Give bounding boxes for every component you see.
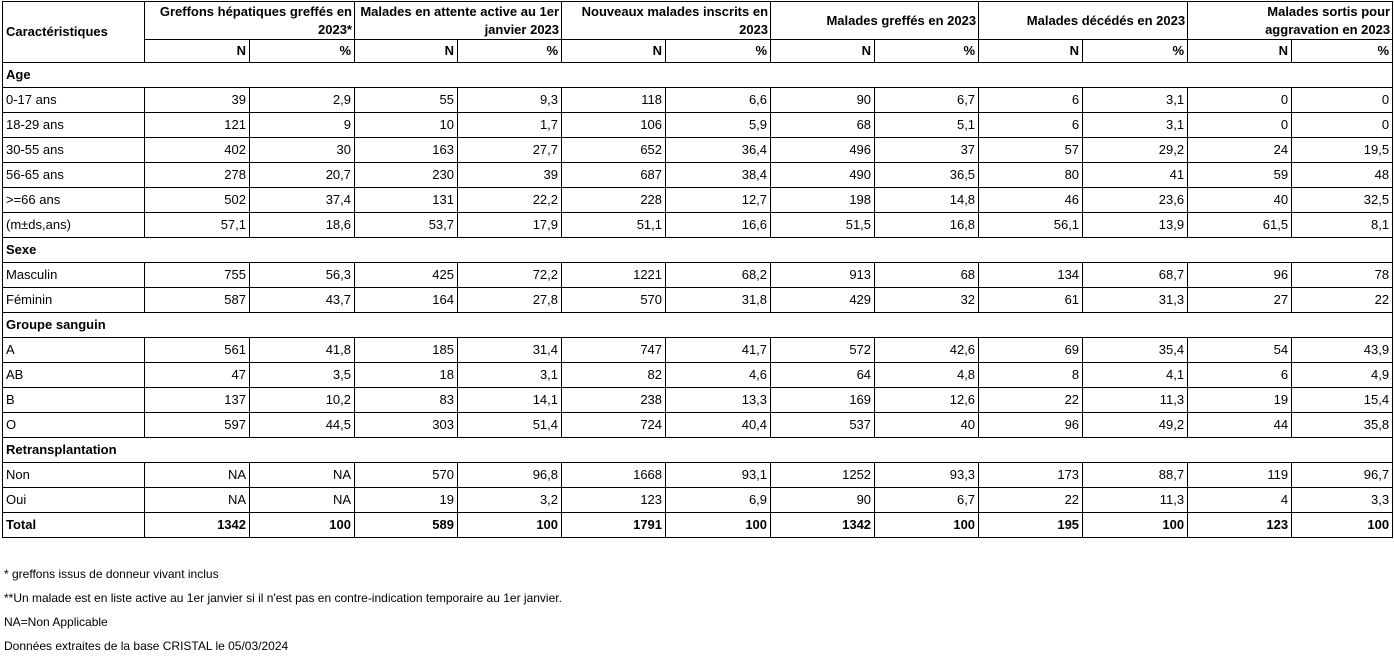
count-cell: 47 [145, 363, 250, 388]
count-cell: 0 [1188, 88, 1292, 113]
count-cell: 228 [562, 188, 666, 213]
count-cell: 134 [979, 263, 1083, 288]
table-row [3, 413, 1393, 438]
count-cell: 597 [145, 413, 250, 438]
count-cell: 570 [355, 463, 458, 488]
count-cell: 19 [355, 488, 458, 513]
count-cell: 83 [355, 388, 458, 413]
row-label: AB [3, 363, 145, 388]
subheader-row [3, 40, 1393, 63]
table-row [3, 363, 1393, 388]
n-header: N [771, 40, 875, 63]
n-header: N [1188, 40, 1292, 63]
count-cell: 121 [145, 113, 250, 138]
row-label: 0-17 ans [3, 88, 145, 113]
percent-cell: 35,8 [1292, 413, 1393, 438]
percent-cell: 9,3 [458, 88, 562, 113]
count-cell: 425 [355, 263, 458, 288]
count-cell: 96 [979, 413, 1083, 438]
row-label: O [3, 413, 145, 438]
percent-cell: 16,6 [666, 213, 771, 238]
count-cell: 587 [145, 288, 250, 313]
total-percent-cell: 100 [1083, 513, 1188, 538]
row-label: Féminin [3, 288, 145, 313]
table-row [3, 188, 1393, 213]
percent-cell: 14,8 [875, 188, 979, 213]
count-cell: 119 [1188, 463, 1292, 488]
percent-cell: 6,7 [875, 488, 979, 513]
data-sheet [2, 1, 1393, 538]
percent-cell: 4,8 [875, 363, 979, 388]
percent-cell: 20,7 [250, 163, 355, 188]
count-cell: 185 [355, 338, 458, 363]
count-cell: 278 [145, 163, 250, 188]
group-header: Malades greffés en 2023 [771, 2, 979, 40]
percent-cell: 35,4 [1083, 338, 1188, 363]
row-label: 30-55 ans [3, 138, 145, 163]
count-cell: 24 [1188, 138, 1292, 163]
percent-cell: 96,7 [1292, 463, 1393, 488]
characteristics-header: Caractéristiques [3, 2, 145, 63]
total-count-cell: 123 [1188, 513, 1292, 538]
count-cell: 8 [979, 363, 1083, 388]
count-cell: 27 [1188, 288, 1292, 313]
count-cell: 64 [771, 363, 875, 388]
percent-cell: 38,4 [666, 163, 771, 188]
header-row [3, 2, 1393, 40]
count-cell: 19 [1188, 388, 1292, 413]
percent-cell: 5,1 [875, 113, 979, 138]
count-cell: 561 [145, 338, 250, 363]
table-row [3, 263, 1393, 288]
count-cell: 61 [979, 288, 1083, 313]
row-label: B [3, 388, 145, 413]
percent-cell: 78 [1292, 263, 1393, 288]
count-cell: 57,1 [145, 213, 250, 238]
count-cell: 61,5 [1188, 213, 1292, 238]
percent-header: % [250, 40, 355, 63]
percent-cell: 32 [875, 288, 979, 313]
table-row [3, 388, 1393, 413]
count-cell: 40 [1188, 188, 1292, 213]
characteristics-table [2, 1, 1393, 538]
count-cell: 163 [355, 138, 458, 163]
percent-cell: 2,9 [250, 88, 355, 113]
row-label: Masculin [3, 263, 145, 288]
percent-cell: 36,4 [666, 138, 771, 163]
percent-cell: 23,6 [1083, 188, 1188, 213]
footnote: NA=Non Applicable [4, 615, 108, 629]
count-cell: 57 [979, 138, 1083, 163]
percent-cell: 93,1 [666, 463, 771, 488]
count-cell: 429 [771, 288, 875, 313]
percent-cell: 3,1 [1083, 88, 1188, 113]
count-cell: 56,1 [979, 213, 1083, 238]
total-count-cell: 589 [355, 513, 458, 538]
count-cell: 1252 [771, 463, 875, 488]
percent-cell: 17,9 [458, 213, 562, 238]
n-header: N [979, 40, 1083, 63]
total-label: Total [3, 513, 145, 538]
count-cell: NA [145, 463, 250, 488]
total-count-cell: 1791 [562, 513, 666, 538]
count-cell: 69 [979, 338, 1083, 363]
percent-cell: 68 [875, 263, 979, 288]
count-cell: 51,1 [562, 213, 666, 238]
count-cell: 6 [1188, 363, 1292, 388]
percent-cell: 15,4 [1292, 388, 1393, 413]
percent-cell: 36,5 [875, 163, 979, 188]
percent-cell: 5,9 [666, 113, 771, 138]
count-cell: 402 [145, 138, 250, 163]
percent-header: % [1083, 40, 1188, 63]
percent-header: % [458, 40, 562, 63]
count-cell: 51,5 [771, 213, 875, 238]
count-cell: 106 [562, 113, 666, 138]
count-cell: 238 [562, 388, 666, 413]
percent-cell: 10,2 [250, 388, 355, 413]
percent-cell: 11,3 [1083, 488, 1188, 513]
count-cell: 496 [771, 138, 875, 163]
n-header: N [145, 40, 250, 63]
count-cell: 502 [145, 188, 250, 213]
footnote: **Un malade est en liste active au 1er janvier si il n'est pas en contre-indication temporaire au 1er janvier. [4, 591, 562, 605]
percent-header: % [666, 40, 771, 63]
percent-cell: 13,3 [666, 388, 771, 413]
percent-cell: 88,7 [1083, 463, 1188, 488]
section-title: Groupe sanguin [3, 313, 1393, 338]
count-cell: 6 [979, 113, 1083, 138]
section-title: Age [3, 63, 1393, 88]
percent-cell: 31,4 [458, 338, 562, 363]
percent-cell: 3,3 [1292, 488, 1393, 513]
group-header: Malades décédés en 2023 [979, 2, 1188, 40]
count-cell: 18 [355, 363, 458, 388]
total-percent-cell: 100 [875, 513, 979, 538]
count-cell: 6 [979, 88, 1083, 113]
percent-cell: 14,1 [458, 388, 562, 413]
percent-cell: 68,7 [1083, 263, 1188, 288]
count-cell: NA [145, 488, 250, 513]
percent-cell: 12,7 [666, 188, 771, 213]
percent-cell: 4,9 [1292, 363, 1393, 388]
count-cell: 0 [1188, 113, 1292, 138]
percent-cell: 1,7 [458, 113, 562, 138]
table-row [3, 113, 1393, 138]
count-cell: 572 [771, 338, 875, 363]
count-cell: 198 [771, 188, 875, 213]
count-cell: 22 [979, 488, 1083, 513]
percent-cell: 4,6 [666, 363, 771, 388]
section-title: Sexe [3, 238, 1393, 263]
percent-cell: 9 [250, 113, 355, 138]
percent-cell: 12,6 [875, 388, 979, 413]
count-cell: 44 [1188, 413, 1292, 438]
percent-cell: 4,1 [1083, 363, 1188, 388]
percent-cell: 40 [875, 413, 979, 438]
total-count-cell: 195 [979, 513, 1083, 538]
count-cell: 230 [355, 163, 458, 188]
count-cell: 913 [771, 263, 875, 288]
count-cell: 59 [1188, 163, 1292, 188]
total-percent-cell: 100 [458, 513, 562, 538]
count-cell: 169 [771, 388, 875, 413]
count-cell: 82 [562, 363, 666, 388]
group-header: Malades en attente active au 1er janvier 2023 [355, 2, 562, 40]
group-header: Malades sortis pour aggravation en 2023 [1188, 2, 1393, 40]
count-cell: 303 [355, 413, 458, 438]
percent-cell: 32,5 [1292, 188, 1393, 213]
percent-cell: 3,1 [458, 363, 562, 388]
n-header: N [355, 40, 458, 63]
percent-cell: 31,3 [1083, 288, 1188, 313]
percent-cell: 13,9 [1083, 213, 1188, 238]
section-row [3, 313, 1393, 338]
percent-cell: 0 [1292, 113, 1393, 138]
count-cell: 687 [562, 163, 666, 188]
count-cell: 54 [1188, 338, 1292, 363]
percent-cell: 43,7 [250, 288, 355, 313]
total-count-cell: 1342 [771, 513, 875, 538]
percent-cell: 41,8 [250, 338, 355, 363]
percent-cell: 41 [1083, 163, 1188, 188]
count-cell: 10 [355, 113, 458, 138]
percent-cell: 30 [250, 138, 355, 163]
percent-cell: 43,9 [1292, 338, 1393, 363]
group-header: Greffons hépatiques greffés en 2023* [145, 2, 355, 40]
section-row [3, 238, 1393, 263]
count-cell: 570 [562, 288, 666, 313]
count-cell: 490 [771, 163, 875, 188]
count-cell: 4 [1188, 488, 1292, 513]
group-header: Nouveaux malades inscrits en 2023 [562, 2, 771, 40]
count-cell: 96 [1188, 263, 1292, 288]
count-cell: 173 [979, 463, 1083, 488]
total-percent-cell: 100 [250, 513, 355, 538]
count-cell: 90 [771, 488, 875, 513]
section-row [3, 438, 1393, 463]
table-row [3, 138, 1393, 163]
percent-cell: 72,2 [458, 263, 562, 288]
count-cell: 747 [562, 338, 666, 363]
percent-cell: 6,6 [666, 88, 771, 113]
footnote: Données extraites de la base CRISTAL le 05/03/2024 [4, 639, 289, 653]
percent-cell: 96,8 [458, 463, 562, 488]
percent-cell: 18,6 [250, 213, 355, 238]
row-label: Oui [3, 488, 145, 513]
count-cell: 90 [771, 88, 875, 113]
percent-cell: 22 [1292, 288, 1393, 313]
percent-cell: 68,2 [666, 263, 771, 288]
percent-cell: 56,3 [250, 263, 355, 288]
percent-cell: 29,2 [1083, 138, 1188, 163]
percent-cell: 40,4 [666, 413, 771, 438]
table-row [3, 213, 1393, 238]
table-row [3, 488, 1393, 513]
count-cell: 137 [145, 388, 250, 413]
percent-cell: 49,2 [1083, 413, 1188, 438]
section-title: Retransplantation [3, 438, 1393, 463]
percent-cell: 51,4 [458, 413, 562, 438]
percent-cell: 93,3 [875, 463, 979, 488]
count-cell: 80 [979, 163, 1083, 188]
percent-cell: 6,7 [875, 88, 979, 113]
percent-cell: 37,4 [250, 188, 355, 213]
table-row [3, 463, 1393, 488]
percent-cell: 8,1 [1292, 213, 1393, 238]
count-cell: 118 [562, 88, 666, 113]
row-label: A [3, 338, 145, 363]
row-label: (m±ds,ans) [3, 213, 145, 238]
count-cell: 724 [562, 413, 666, 438]
count-cell: 537 [771, 413, 875, 438]
percent-cell: 37 [875, 138, 979, 163]
percent-cell: 42,6 [875, 338, 979, 363]
percent-header: % [875, 40, 979, 63]
count-cell: 755 [145, 263, 250, 288]
percent-cell: 0 [1292, 88, 1393, 113]
percent-cell: 27,8 [458, 288, 562, 313]
table-row [3, 163, 1393, 188]
percent-cell: NA [250, 488, 355, 513]
percent-cell: 44,5 [250, 413, 355, 438]
total-percent-cell: 100 [1292, 513, 1393, 538]
table-row [3, 338, 1393, 363]
section-row [3, 63, 1393, 88]
footnote: * greffons issus de donneur vivant inclus [4, 567, 219, 581]
count-cell: 22 [979, 388, 1083, 413]
footnotes [4, 566, 562, 662]
percent-cell: 22,2 [458, 188, 562, 213]
count-cell: 68 [771, 113, 875, 138]
percent-cell: NA [250, 463, 355, 488]
count-cell: 131 [355, 188, 458, 213]
total-percent-cell: 100 [666, 513, 771, 538]
count-cell: 1668 [562, 463, 666, 488]
percent-cell: 16,8 [875, 213, 979, 238]
count-cell: 39 [145, 88, 250, 113]
count-cell: 46 [979, 188, 1083, 213]
percent-cell: 3,2 [458, 488, 562, 513]
table-row [3, 288, 1393, 313]
table-row [3, 88, 1393, 113]
count-cell: 123 [562, 488, 666, 513]
row-label: >=66 ans [3, 188, 145, 213]
percent-cell: 19,5 [1292, 138, 1393, 163]
count-cell: 164 [355, 288, 458, 313]
percent-cell: 6,9 [666, 488, 771, 513]
count-cell: 1221 [562, 263, 666, 288]
percent-cell: 31,8 [666, 288, 771, 313]
row-label: 56-65 ans [3, 163, 145, 188]
percent-cell: 27,7 [458, 138, 562, 163]
row-label: Non [3, 463, 145, 488]
count-cell: 53,7 [355, 213, 458, 238]
percent-cell: 3,5 [250, 363, 355, 388]
count-cell: 55 [355, 88, 458, 113]
percent-cell: 48 [1292, 163, 1393, 188]
percent-cell: 11,3 [1083, 388, 1188, 413]
n-header: N [562, 40, 666, 63]
count-cell: 652 [562, 138, 666, 163]
percent-cell: 39 [458, 163, 562, 188]
total-count-cell: 1342 [145, 513, 250, 538]
total-row [3, 513, 1393, 538]
percent-cell: 41,7 [666, 338, 771, 363]
row-label: 18-29 ans [3, 113, 145, 138]
percent-header: % [1292, 40, 1393, 63]
percent-cell: 3,1 [1083, 113, 1188, 138]
